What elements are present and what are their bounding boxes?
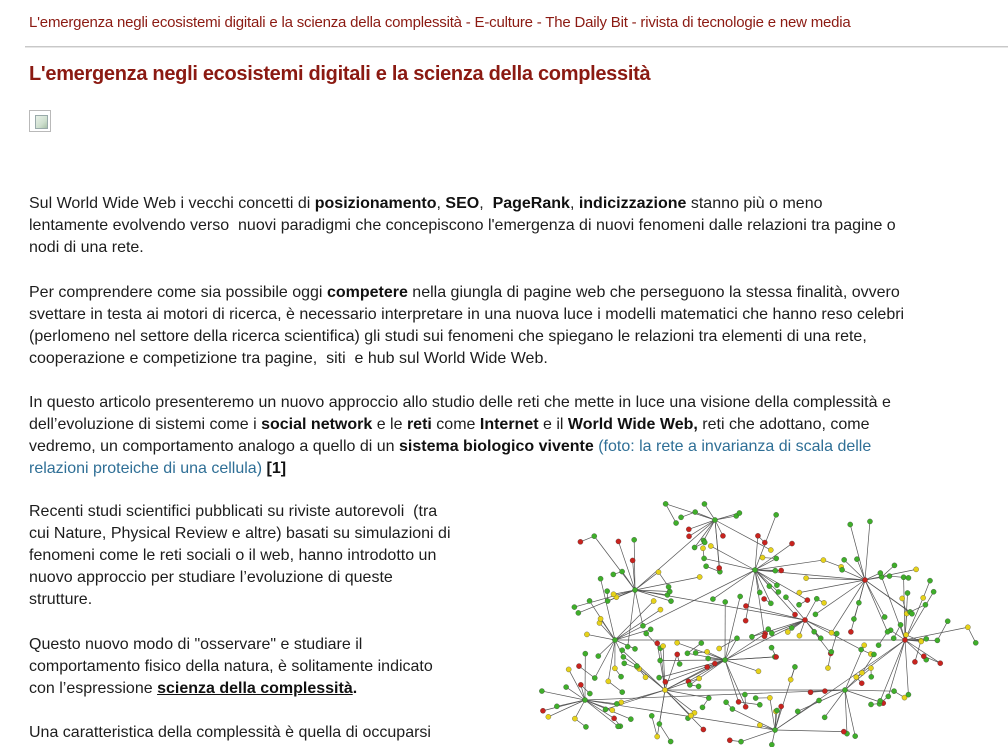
paragraph-competere: Per comprendere come sia possibile oggi competere nella giungla di pagine web che perseguono la stessa finalità, ovvero svettare in testa ai motori di ricerca, è necessario interpretare in una nuova luce i modelli matematici che hanno reso celebri (perlomeno nel settore della ricerca scientifica) gli studi sui fenomeni che spiegano le relazioni tra elementi di una rete, cooperazione e competizione tra pagine, siti e hub sul World Wide Web. [29, 284, 905, 367]
photo-caption-link-cont[interactable]: relazioni proteiche di una cellula) [29, 460, 263, 477]
paragraph-approccio: In questo articolo presenteremo un nuovo approccio allo studio delle reti che mette in luce una visione della complessità e dell’evoluzione di sistemi come i social network e le reti come Internet e il World Wide Web, reti che adottano, come vedremo, un comportamento analogo a quello di un sistema biologico vivente (foto: la rete a invarianza di scala delle relazioni proteiche di una cellula) [1] [29, 394, 891, 477]
broken-image-icon [29, 110, 51, 132]
article-title: L'emergenza negli ecosistemi digitali e la scienza della complessità [29, 63, 651, 85]
footnote-ref[interactable]: [1] [266, 460, 287, 477]
paragraph-studi: Recenti studi scientifici pubblicati su riviste autorevoli (tra cui Nature, Physical Review e altre) basati su simulazioni di fenomeni come le reti sociali o il web, hanno introdotto un nuovo approccio per studiare l’evoluzione di queste strutture. [29, 503, 451, 608]
complexity-science-link[interactable]: scienza della complessità [157, 680, 353, 697]
header-divider [25, 46, 1008, 48]
document-title: L'emergenza negli ecosistemi digitali e la scienza della complessità - E-culture - The Daily Bit - rivista di tecnologie e new media [29, 14, 851, 31]
paragraph-caratteristica: Una caratteristica della complessità è quella di occuparsi [29, 724, 431, 741]
paragraph-osservare: Questo nuovo modo di "osservare" e studiare il comportamento fisico della natura, è solitamente indicato con l’espressione scienza della complessità. [29, 636, 433, 697]
protein-network-image [515, 490, 1008, 747]
photo-caption-link[interactable]: (foto: la rete a invarianza di scala delle [598, 438, 872, 455]
paragraph-intro: Sul World Wide Web i vecchi concetti di posizionamento, SEO, PageRank, indicizzazione stanno più o meno lentamente evolvendo verso nuovi paradigmi che concepiscono l'emergenza di nuovi fenomeni dalle relazioni tra pagine o nodi di una rete. [29, 195, 896, 256]
